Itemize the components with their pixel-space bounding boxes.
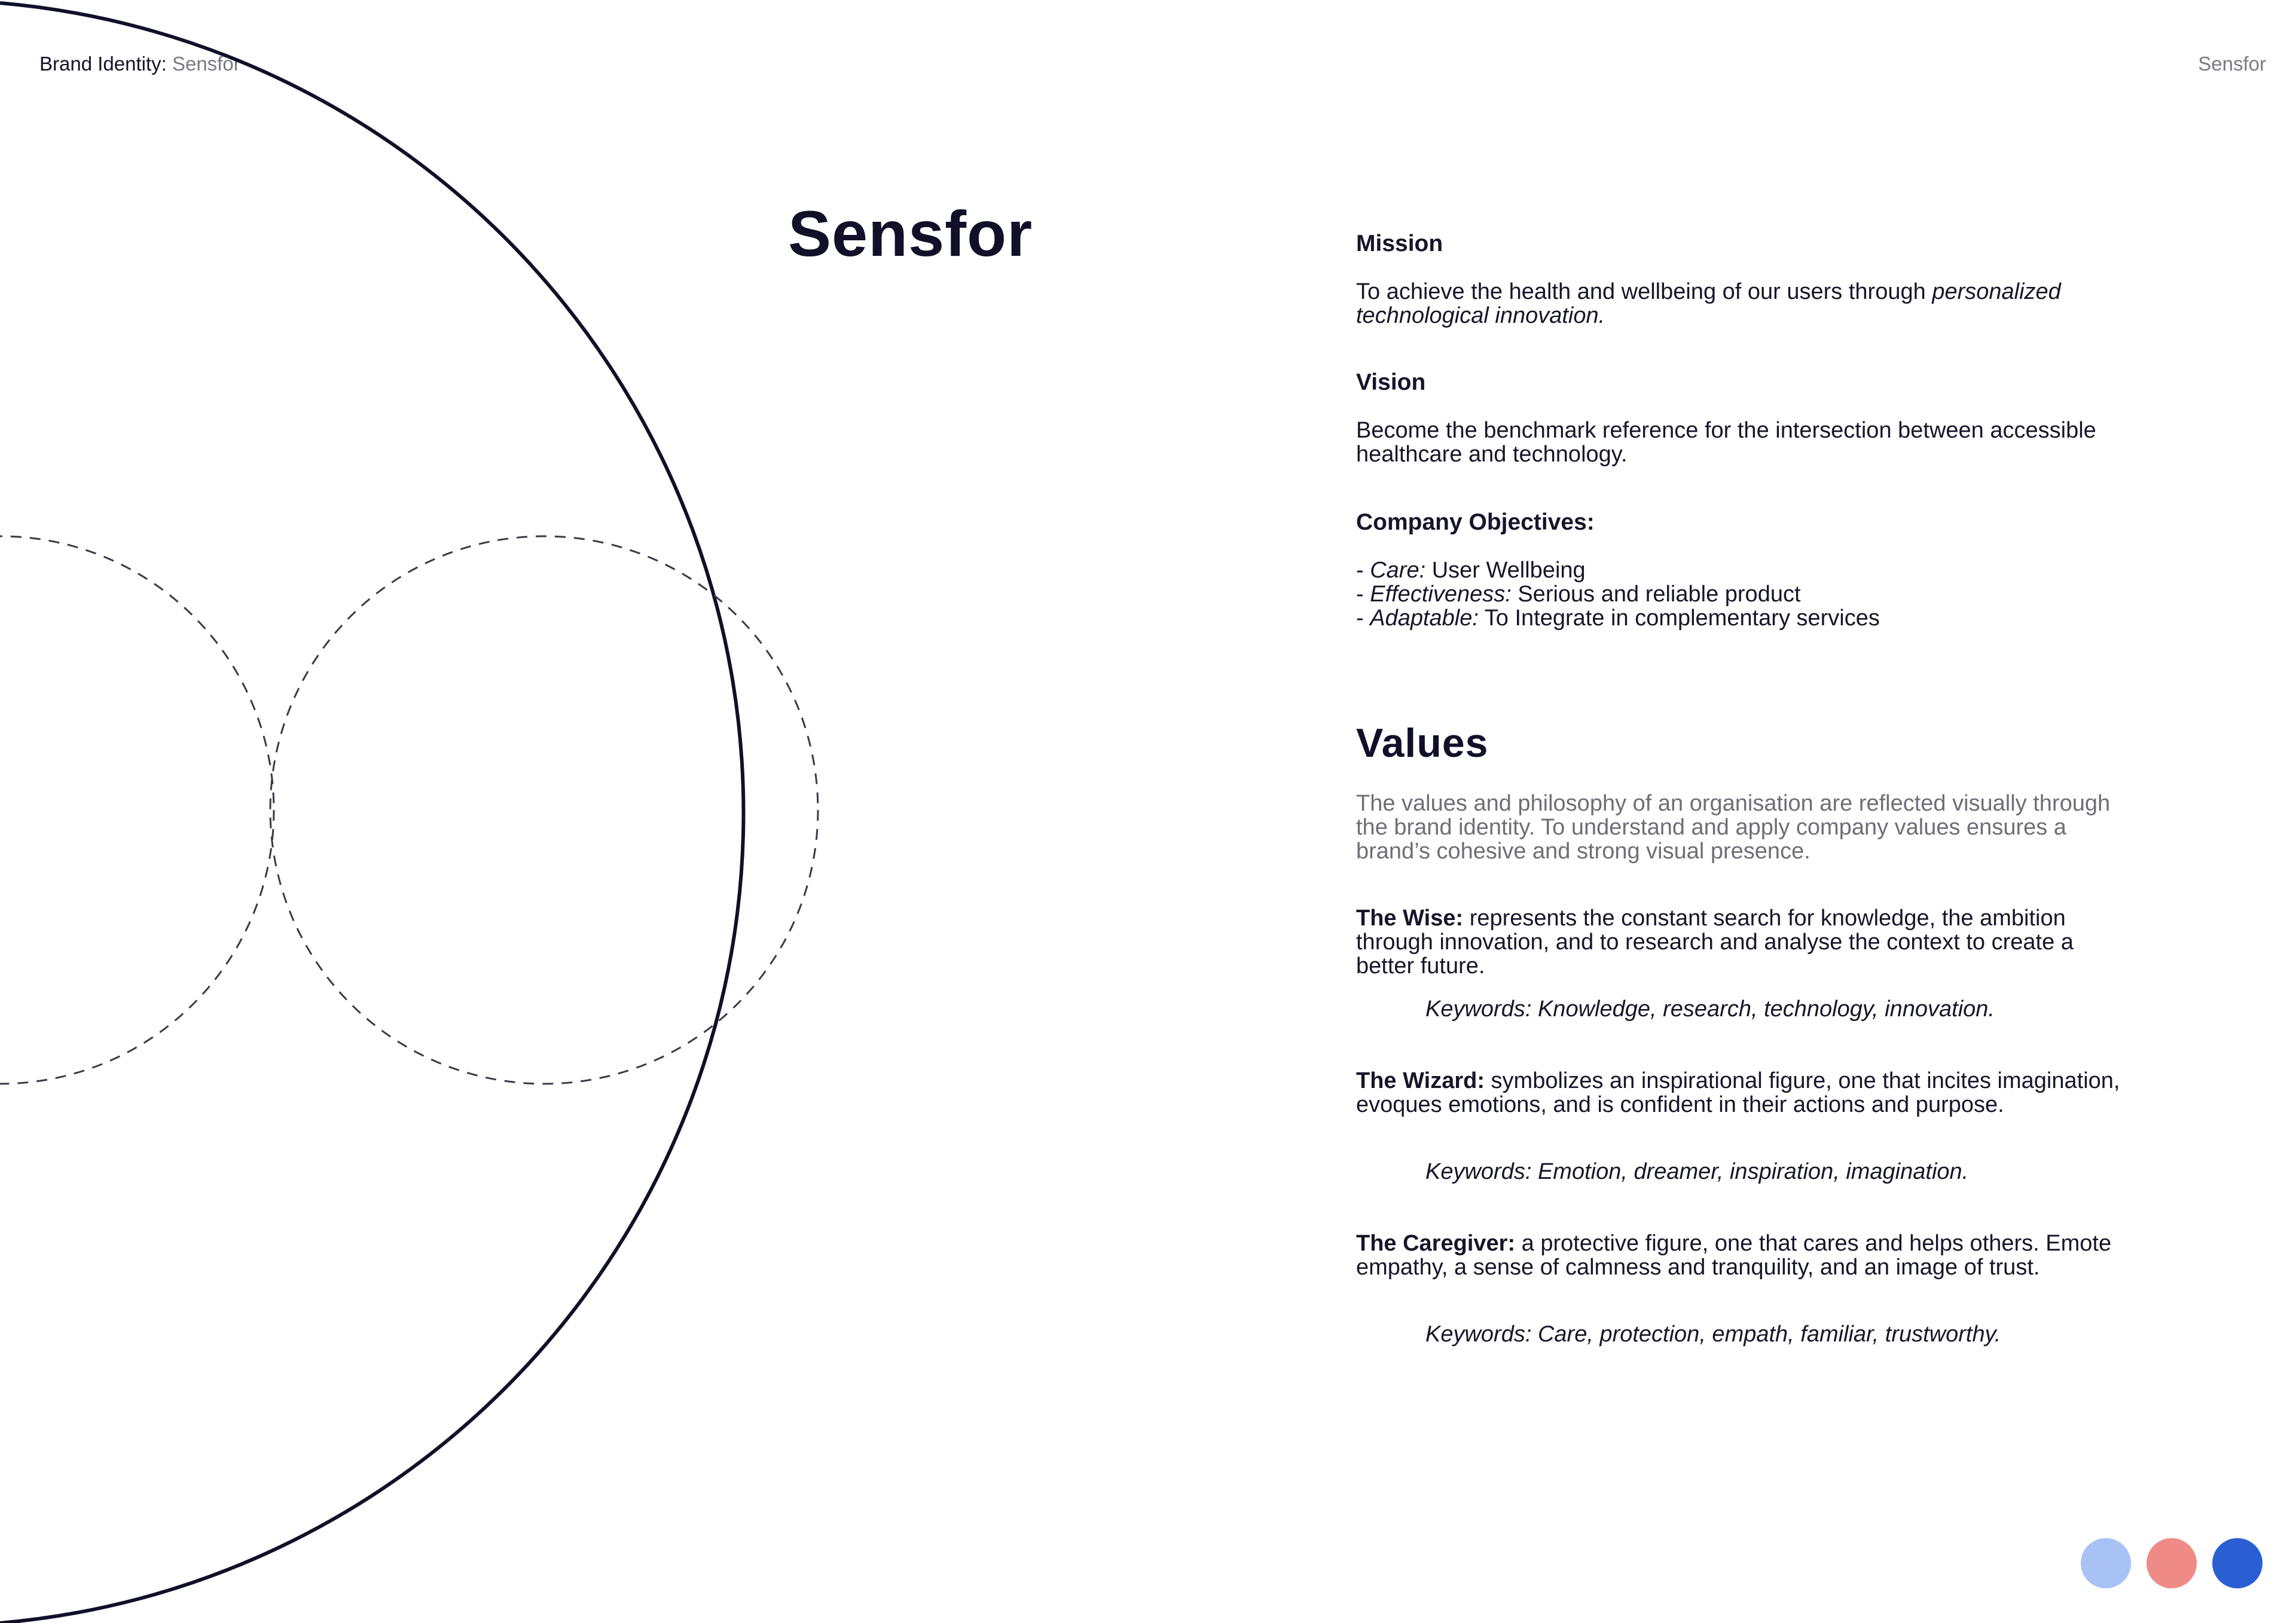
- objective-item: [1356, 606, 1880, 630]
- objective-item: [1356, 558, 1880, 582]
- value-wizard-keywords: Keywords: Emotion, dreamer, inspiration, imagination.: [1425, 1159, 1969, 1184]
- swatch-royal-blue: [2212, 1538, 2263, 1588]
- values-intro: The values and philosophy of an organisation are reflected visually through the brand identity. To understand and apply company values ensures a brand’s cohesive and strong visual presence.: [1356, 791, 2111, 864]
- header-label-text: Brand Identity:: [39, 53, 167, 75]
- value-caregiver: [1356, 1231, 2133, 1279]
- value-wise-text: represents the constant search for knowledge, the ambition through innovation, and to research and analyse the context to create a better future.: [1356, 906, 2074, 979]
- value-caregiver-name: The Caregiver:: [1356, 1231, 1516, 1256]
- value-caregiver-text: a protective figure, one that cares and helps others. Emote empathy, a sense of calmness and tranquility, and an image of trust.: [1356, 1231, 2112, 1280]
- vision-heading: Vision: [1356, 369, 1426, 395]
- value-wise-name: The Wise:: [1356, 906, 1464, 931]
- dashed-circle-left: [0, 536, 274, 1084]
- large-semicircle: [0, 3, 743, 1623]
- objectives-heading: Company Objectives:: [1356, 509, 1595, 535]
- dashed-circle-right: [270, 536, 818, 1084]
- objective-dash: -: [1356, 582, 1370, 607]
- value-wise-keywords: Keywords: Knowledge, research, technology, innovation.: [1425, 997, 1995, 1022]
- color-palette: [2081, 1538, 2260, 1590]
- values-heading: Values: [1356, 720, 1489, 766]
- vision-text: Become the benchmark reference for the intersection between accessible healthcare and technology.: [1356, 418, 2096, 467]
- mission-text-plain: To achieve the health and wellbeing of our users through: [1356, 279, 1932, 304]
- objective-text: User Wellbeing: [1425, 558, 1586, 583]
- page-title: Sensfor: [788, 197, 1033, 270]
- objective-label: Effectiveness:: [1370, 582, 1512, 607]
- objective-item: [1356, 582, 1880, 606]
- value-wizard-text: symbolizes an inspirational figure, one that incites imagination, evoques emotions, and is confident in their actions and purpose.: [1356, 1068, 2120, 1117]
- mission-text: [1356, 280, 2133, 328]
- value-wizard: [1356, 1069, 2133, 1117]
- objective-text: To Integrate in complementary services: [1478, 606, 1880, 631]
- objective-dash: -: [1356, 558, 1370, 583]
- value-wise: [1356, 906, 2133, 978]
- value-caregiver-keywords: Keywords: Care, protection, empath, familiar, trustworthy.: [1425, 1322, 2001, 1347]
- mission-heading: Mission: [1356, 231, 1443, 256]
- objective-dash: -: [1356, 606, 1370, 631]
- objective-label: Adaptable:: [1370, 606, 1479, 631]
- decorative-circles: [0, 0, 837, 1623]
- swatch-light-blue: [2081, 1538, 2131, 1588]
- header-brand-name: Sensfor: [172, 53, 240, 75]
- header-right-label: Sensfor: [2198, 53, 2266, 75]
- mission-text-italic: personalized technological innovation.: [1356, 279, 2061, 328]
- value-wizard-name: The Wizard:: [1356, 1068, 1485, 1093]
- objectives-list: [1356, 558, 1880, 630]
- objective-text: Serious and reliable product: [1511, 582, 1801, 607]
- objective-label: Care:: [1370, 558, 1426, 583]
- swatch-coral: [2147, 1538, 2197, 1588]
